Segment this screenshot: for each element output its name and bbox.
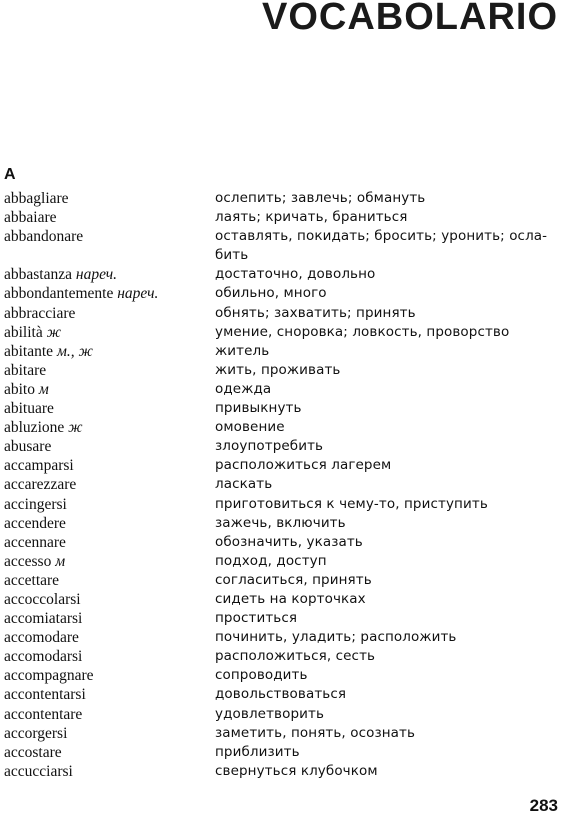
- italian-word: accontentarsi: [4, 686, 86, 704]
- vocabulary-entry: [4, 743, 560, 762]
- vocabulary-entry: [4, 628, 560, 647]
- vocabulary-entry: [4, 685, 560, 704]
- entry-translation-cell: [215, 189, 560, 208]
- entry-word-cell: [4, 265, 215, 284]
- translation: омовение: [215, 419, 285, 436]
- translation: достаточно, довольно: [215, 266, 376, 283]
- translation: починить, уладить; расположить: [215, 629, 457, 646]
- entry-translation-cell: [215, 380, 560, 399]
- entry-translation-cell: [215, 590, 560, 609]
- vocabulary-entry: [4, 762, 560, 781]
- part-of-speech: м: [55, 552, 66, 570]
- italian-word: accomiatarsi: [4, 610, 83, 628]
- italian-word: abilità: [4, 323, 43, 341]
- italian-word: abusare: [4, 438, 52, 456]
- italian-word: accendere: [4, 514, 66, 532]
- entry-translation-cell: [215, 342, 560, 361]
- entry-word-cell: [4, 762, 215, 781]
- vocabulary-entry: [4, 666, 560, 685]
- vocabulary-entry: [4, 647, 560, 666]
- vocabulary-entry: [4, 495, 560, 514]
- italian-word: accontentare: [4, 705, 83, 723]
- italian-word: abitare: [4, 361, 47, 379]
- translation: ослепить; завлечь; обмануть: [215, 190, 426, 206]
- translation: довольствоваться: [215, 686, 347, 703]
- translation: злоупотребить: [215, 438, 324, 455]
- vocabulary-entry: [4, 208, 560, 227]
- italian-word: abitante: [4, 342, 54, 360]
- translation: умение, сноровка; ловкость, проворство: [215, 323, 510, 340]
- italian-word: accompagnare: [4, 667, 94, 685]
- vocabulary-entry: [4, 571, 560, 590]
- entry-word-cell: [4, 552, 215, 571]
- section-letter: A: [4, 166, 16, 183]
- entry-word-cell: [4, 475, 215, 494]
- vocabulary-entry: [4, 265, 560, 284]
- translation: обнять; захватить; принять: [215, 304, 416, 321]
- entry-translation-cell: [215, 304, 560, 323]
- italian-word: abbastanza: [4, 266, 72, 284]
- part-of-speech: м., ж: [56, 342, 93, 360]
- entry-translation-cell: [215, 705, 560, 724]
- italian-word: accomodarsi: [4, 648, 83, 666]
- part-of-speech: м: [38, 380, 49, 398]
- entry-word-cell: [4, 227, 215, 265]
- entry-word-cell: [4, 437, 215, 456]
- entry-word-cell: [4, 685, 215, 704]
- translation: подход, доступ: [215, 552, 327, 569]
- entry-translation-cell: [215, 666, 560, 685]
- vocabulary-entry: [4, 456, 560, 475]
- italian-word: accamparsi: [4, 457, 74, 475]
- vocabulary-entry: [4, 304, 560, 323]
- entry-translation-cell: [215, 628, 560, 647]
- entry-translation-cell: [215, 227, 560, 265]
- translation: обильно, много: [215, 285, 327, 302]
- italian-word: accingersi: [4, 495, 67, 513]
- entry-translation-cell: [215, 743, 560, 762]
- translation: сопроводить: [215, 667, 308, 684]
- entry-word-cell: [4, 724, 215, 743]
- translation: приблизить: [215, 743, 300, 760]
- translation: расположиться лагерем: [215, 457, 392, 474]
- italian-word: accettare: [4, 571, 60, 589]
- vocabulary-entry: [4, 227, 560, 265]
- vocabulary-entry: [4, 284, 560, 303]
- vocabulary-entry: [4, 380, 560, 399]
- vocabulary-entry: [4, 533, 560, 552]
- italian-word: accorgersi: [4, 724, 68, 742]
- entry-word-cell: [4, 514, 215, 533]
- italian-word: accostare: [4, 743, 62, 761]
- translation: проститься: [215, 610, 298, 627]
- page-number: 283: [529, 796, 558, 815]
- part-of-speech: ж: [46, 323, 62, 341]
- translation: ласкать: [215, 476, 273, 493]
- vocabulary-entry: [4, 399, 560, 418]
- translation: сидеть на корточках: [215, 590, 366, 607]
- entry-word-cell: [4, 361, 215, 380]
- translation: обозначить, указать: [215, 533, 363, 550]
- vocabulary-entry: [4, 189, 560, 208]
- entry-translation-cell: [215, 609, 560, 628]
- entry-translation-cell: [215, 265, 560, 284]
- entry-word-cell: [4, 284, 215, 303]
- vocabulary-entry: [4, 475, 560, 494]
- vocabulary-entry: [4, 724, 560, 743]
- entry-translation-cell: [215, 647, 560, 666]
- italian-word: accesso: [4, 552, 52, 570]
- entry-word-cell: [4, 571, 215, 590]
- entry-translation-cell: [215, 762, 560, 781]
- entry-translation-cell: [215, 208, 560, 227]
- vocabulary-entry: [4, 705, 560, 724]
- entry-word-cell: [4, 666, 215, 685]
- vocabulary-entry: [4, 418, 560, 437]
- italian-word: accennare: [4, 533, 66, 551]
- translation-continuation: бить: [215, 247, 249, 264]
- vocabulary-entry: [4, 437, 560, 456]
- entry-word-cell: [4, 342, 215, 361]
- entry-translation-cell: [215, 552, 560, 571]
- italian-word: abbaiare: [4, 209, 57, 227]
- entry-translation-cell: [215, 323, 560, 342]
- entry-translation-cell: [215, 361, 560, 380]
- entry-word-cell: [4, 380, 215, 399]
- italian-word: accucciarsi: [4, 762, 73, 780]
- italian-word: abbracciare: [4, 304, 76, 322]
- part-of-speech: нареч.: [117, 285, 159, 303]
- entry-translation-cell: [215, 437, 560, 456]
- italian-word: accomodare: [4, 629, 79, 647]
- translation: согласиться, принять: [215, 571, 372, 588]
- translation: удовлетворить: [215, 705, 325, 722]
- entry-word-cell: [4, 323, 215, 342]
- entry-translation-cell: [215, 475, 560, 494]
- italian-word: abluzione: [4, 419, 65, 437]
- part-of-speech: нареч.: [75, 266, 118, 284]
- entry-word-cell: [4, 533, 215, 552]
- entry-word-cell: [4, 208, 215, 227]
- entry-translation-cell: [215, 418, 560, 437]
- italian-word: abito: [4, 380, 35, 398]
- vocabulary-entry: [4, 342, 560, 361]
- translation: житель: [215, 342, 270, 359]
- entry-word-cell: [4, 189, 215, 208]
- italian-word: abbandonare: [4, 228, 84, 246]
- entry-translation-cell: [215, 284, 560, 303]
- italian-word: abbondantemente: [4, 285, 114, 303]
- translation: жить, проживать: [215, 361, 341, 378]
- translation: зажечь, включить: [215, 514, 346, 531]
- entry-word-cell: [4, 456, 215, 475]
- entry-word-cell: [4, 590, 215, 609]
- italian-word: accarezzare: [4, 476, 77, 494]
- entry-translation-cell: [215, 533, 560, 552]
- entry-translation-cell: [215, 571, 560, 590]
- vocabulary-entry: [4, 361, 560, 380]
- vocabulary-list: [4, 189, 560, 781]
- vocabulary-entry: [4, 552, 560, 571]
- italian-word: abbagliare: [4, 190, 69, 207]
- entry-translation-cell: [215, 685, 560, 704]
- italian-word: accoccolarsi: [4, 590, 81, 608]
- entry-word-cell: [4, 399, 215, 418]
- entry-translation-cell: [215, 456, 560, 475]
- page-title: VOCABOLARIO: [262, 0, 558, 38]
- vocabulary-entry: [4, 590, 560, 609]
- translation: заметить, понять, осознать: [215, 724, 416, 741]
- translation: оставлять, покидать; бросить; уронить; осла-: [215, 228, 548, 245]
- entry-translation-cell: [215, 399, 560, 418]
- entry-word-cell: [4, 628, 215, 647]
- translation: лаять; кричать, браниться: [215, 209, 408, 226]
- entry-word-cell: [4, 609, 215, 628]
- entry-translation-cell: [215, 514, 560, 533]
- entry-translation-cell: [215, 724, 560, 743]
- vocabulary-entry: [4, 609, 560, 628]
- italian-word: abituare: [4, 400, 54, 418]
- translation: одежда: [215, 380, 272, 397]
- translation: привыкнуть: [215, 400, 302, 417]
- translation: приготовиться к чему-то, приступить: [215, 495, 488, 512]
- entry-translation-cell: [215, 495, 560, 514]
- entry-word-cell: [4, 495, 215, 514]
- translation: свернуться клубочком: [215, 762, 378, 779]
- entry-word-cell: [4, 418, 215, 437]
- entry-word-cell: [4, 647, 215, 666]
- translation: расположиться, сесть: [215, 648, 376, 665]
- entry-word-cell: [4, 705, 215, 724]
- entry-word-cell: [4, 304, 215, 323]
- vocabulary-entry: [4, 323, 560, 342]
- part-of-speech: ж: [68, 419, 83, 437]
- vocabulary-entry: [4, 514, 560, 533]
- entry-word-cell: [4, 743, 215, 762]
